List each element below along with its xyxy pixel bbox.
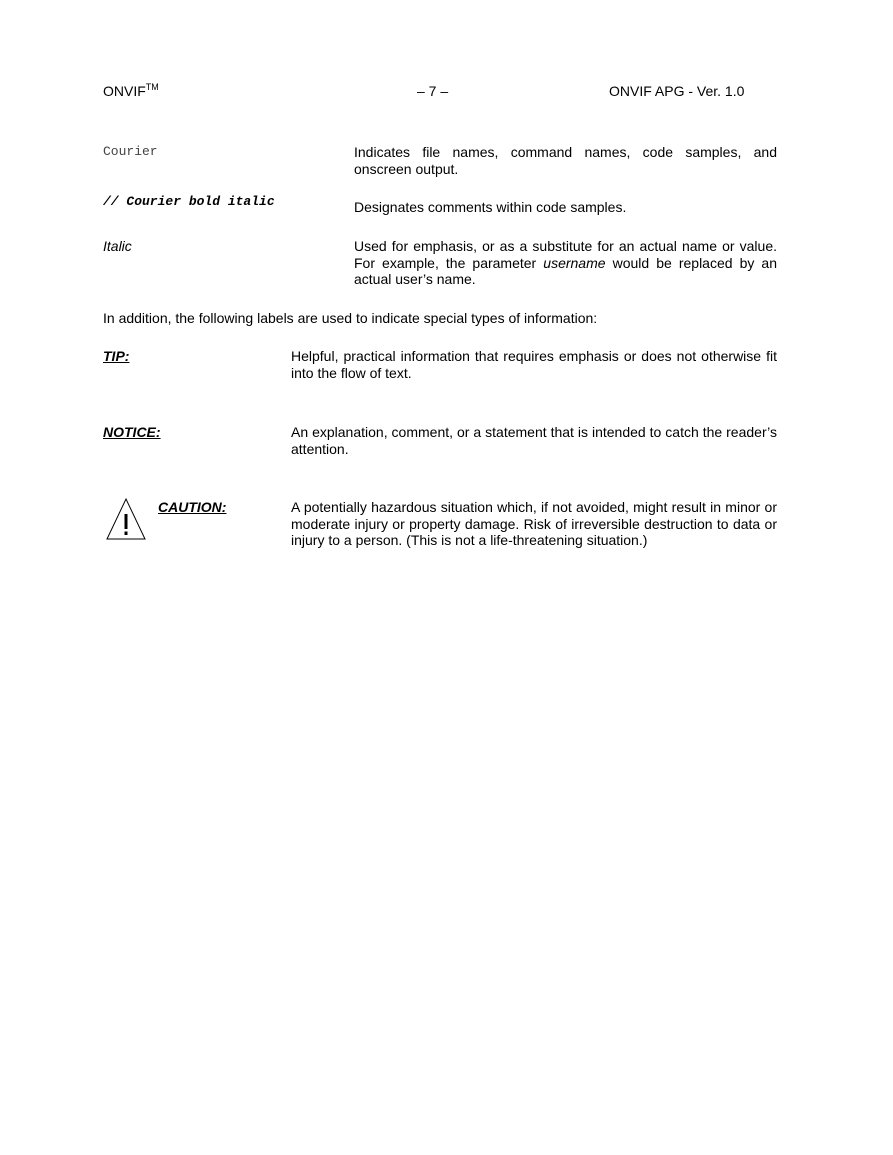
label-tip: TIP: (103, 348, 130, 364)
page-number: – 7 – (417, 83, 449, 99)
labels-intro: In addition, the following labels are used to indicate special types of information: (103, 310, 598, 326)
convention-desc-italic: Used for emphasis, or as a substitute for an actual name or value. For example, the parameter username would be replaced by an actual user’s name. (354, 238, 777, 287)
trademark-sup: TM (145, 82, 159, 92)
label-notice: NOTICE: (103, 424, 161, 440)
convention-desc-comment: Designates comments within code samples. (354, 199, 627, 215)
warning-triangle-icon (105, 497, 147, 541)
convention-desc-courier: Indicates file names, command names, code samples, and onscreen output. (354, 144, 777, 177)
header-right: ONVIF APG - Ver. 1.0 (609, 83, 745, 99)
label-tip-desc: Helpful, practical information that requires emphasis or does not otherwise fit into the flow of text. (291, 348, 777, 381)
username-emphasis: username (543, 254, 606, 271)
convention-term-comment: // Courier bold italic (103, 194, 275, 209)
header-left: ONVIF™ (103, 82, 159, 99)
convention-term-italic: Italic (103, 238, 132, 254)
label-caution: CAUTION: (158, 499, 227, 515)
convention-term-courier: Courier (103, 144, 158, 159)
label-notice-desc: An explanation, comment, or a statement that is intended to catch the reader’s attention. (291, 424, 777, 457)
label-caution-desc: A potentially hazardous situation which, if not avoided, might result in minor or moderate injury or property damage. Risk of irreversible destruction to data or injury to a person. (This is not a life-threatening situation.) (291, 499, 777, 548)
